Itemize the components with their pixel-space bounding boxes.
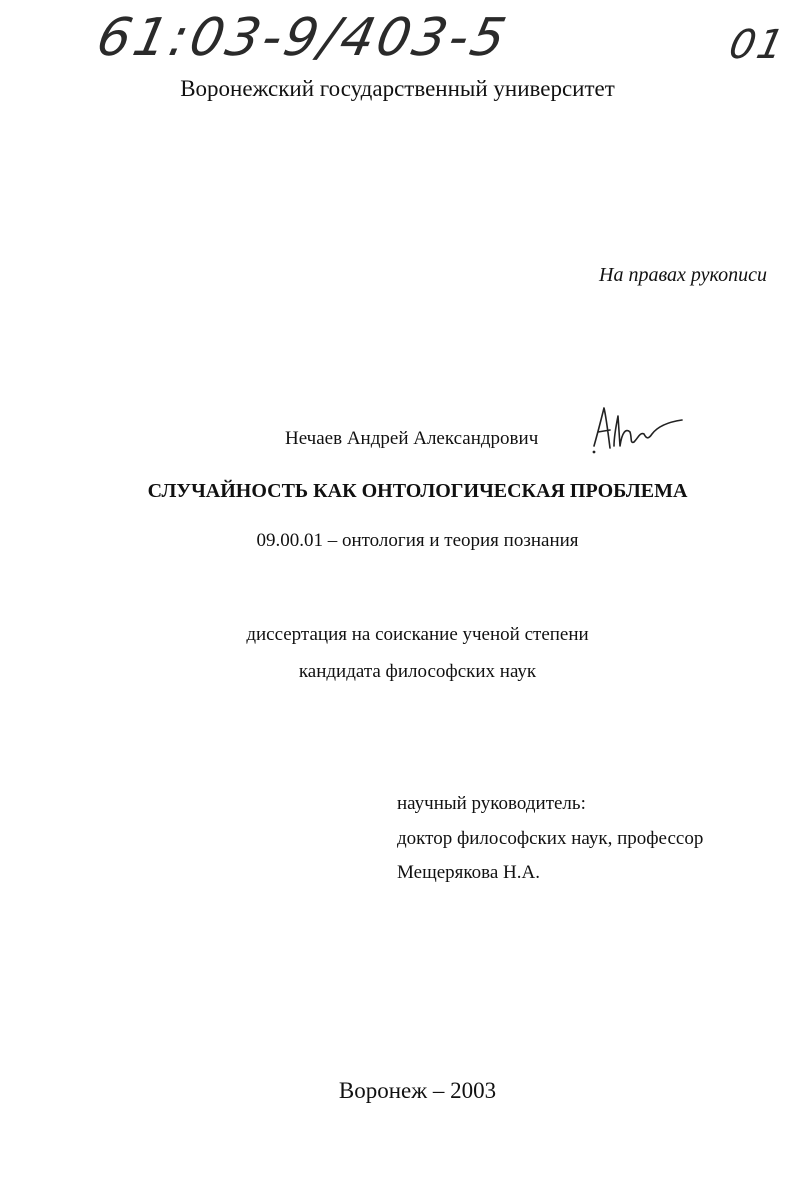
university-name: Воронежский государственный университет (180, 76, 615, 101)
degree-line-2: кандидата философских наук (298, 661, 537, 682)
supervisor-label: научный руководитель: (397, 793, 586, 814)
degree-line-1: диссертация на соискание ученой степени (246, 624, 589, 645)
thesis-specialty: 09.00.01 – онтология и теория познания (256, 530, 579, 551)
handwritten-archive-code: 61:03-9/403-5 (91, 8, 514, 68)
rights-note: На правах рукописи (599, 264, 767, 286)
thesis-title: СЛУЧАЙНОСТЬ КАК ОНТОЛОГИЧЕСКАЯ ПРОБЛЕМА (147, 480, 688, 502)
handwritten-copy-number: 01 (725, 22, 790, 68)
supervisor-name: Мещерякова Н.А. (397, 862, 540, 883)
signature-icon (586, 402, 686, 458)
author-name: Нечаев Андрей Александрович (285, 428, 539, 449)
supervisor-rank: доктор философских наук, профессор (397, 828, 704, 849)
city-year: Воронеж – 2003 (338, 1078, 497, 1103)
